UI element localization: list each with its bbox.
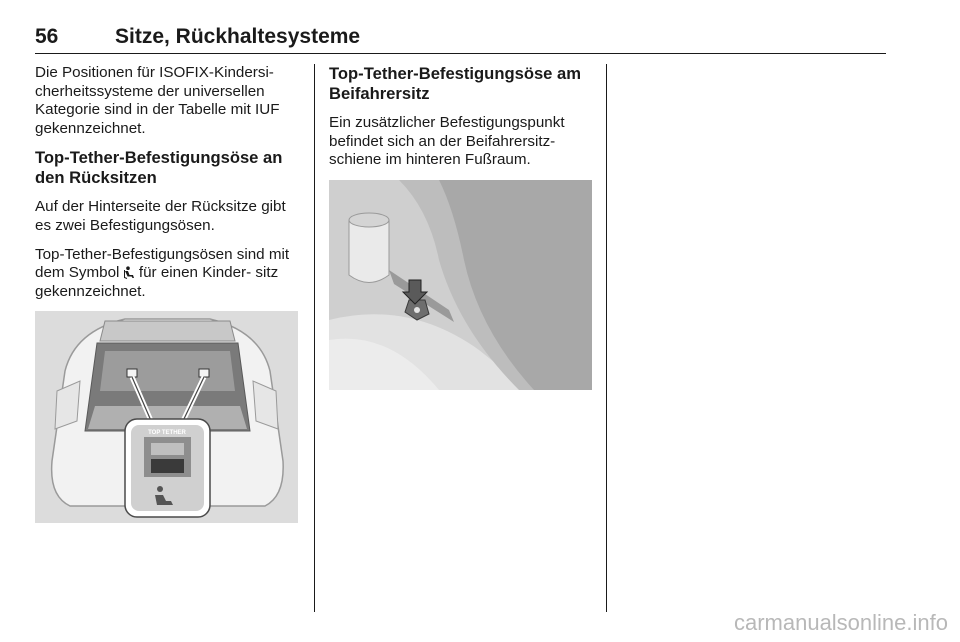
paragraph-text-after-symbol: für einen Kinder- sitz gekennzeichnet. [35, 264, 279, 300]
column-divider-right [606, 64, 607, 612]
passenger-seat-heading: Top-Tether-Befestigungsöse am Beifahrersitz [329, 64, 582, 103]
paragraph-text-before-symbol: Top-Tether-Befestigungsösen sind mit dem Symbol [35, 245, 290, 282]
rear-seat-paragraph-2 [35, 246, 303, 302]
column-middle [329, 64, 593, 390]
intro-paragraph: Die Positionen für ISOFIX-Kindersi- cherheitssysteme der universellen Kategorie sind in der Tabelle mit IUF gekennzeichnet. [35, 64, 280, 137]
child-seat-icon [124, 266, 135, 279]
car-rear-figure [35, 311, 298, 523]
page-header [35, 25, 886, 54]
top-tether-label: TOP TETHER [148, 430, 186, 437]
section-title: Sitze, Rückhaltesysteme [115, 25, 361, 48]
passenger-seat-paragraph: Ein zusätzlicher Befestigungspunkt befindet sich an der Beifahrersitz- schiene im hinteren Fußraum. [329, 114, 565, 169]
rear-seat-paragraph-1: Auf der Hinterseite der Rücksitze gibt es zwei Befestigungsösen. [35, 198, 286, 234]
watermark: carmanualsonline.info [733, 610, 948, 635]
column-divider-left [314, 64, 315, 612]
passenger-seat-rail-figure [329, 180, 592, 390]
column-left [35, 64, 303, 523]
page-number: 56 [35, 25, 59, 48]
rear-seat-heading: Top-Tether-Befestigungsöse an den Rücksitzen [35, 148, 283, 188]
